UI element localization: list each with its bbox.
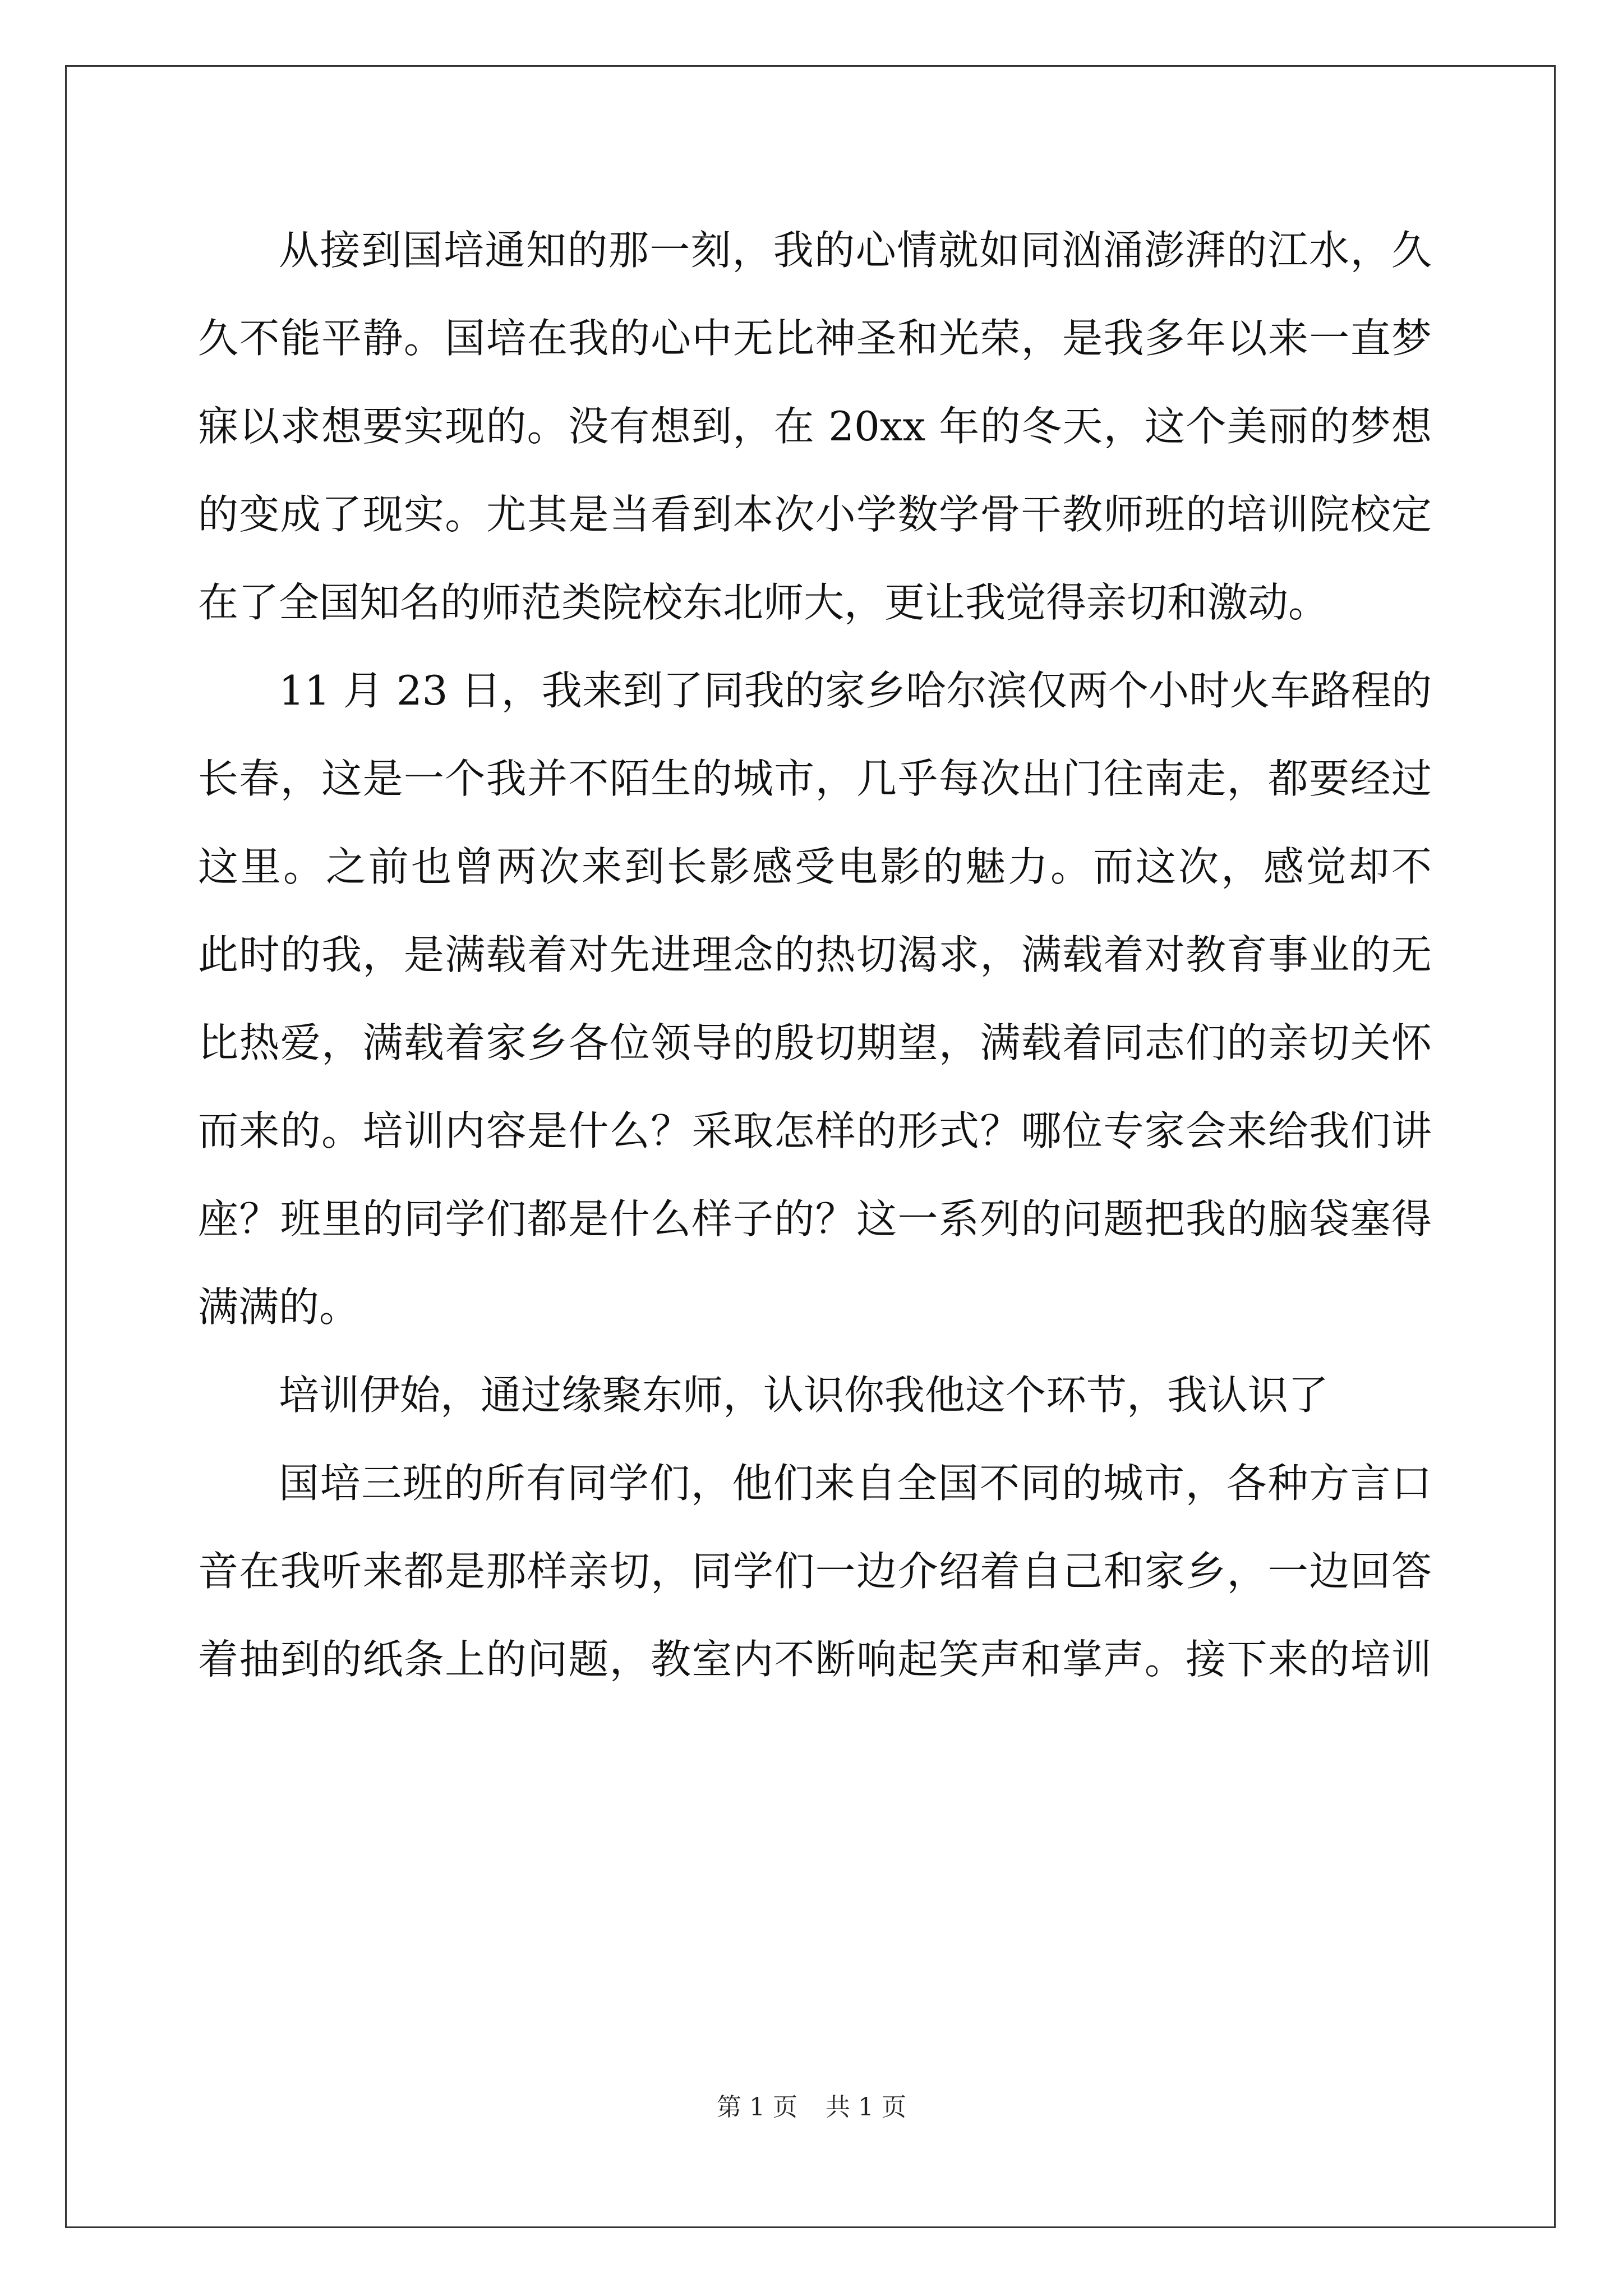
text-line: 比热爱，满载着家乡各位领导的殷切期望，满载着同志们的亲切关怀: [198, 1019, 1432, 1066]
text-line: 从接到国培通知的那一刻，我的心情就如同汹涌澎湃的江水，久: [279, 227, 1432, 274]
text-line: 久不能平静。国培在我的心中无比神圣和光荣，是我多年以来一直梦: [198, 315, 1432, 362]
document-body: [198, 206, 1432, 1704]
paragraph-1: [198, 206, 1432, 647]
text-line: 11 月 23 日，我来到了同我的家乡哈尔滨仅两个小时火车路程的: [279, 667, 1432, 714]
text-line: 的变成了现实。尤其是当看到本次小学数学骨干教师班的培训院校定: [198, 491, 1432, 538]
text-line: 而来的。培训内容是什么？采取怎样的形式？哪位专家会来给我们讲: [198, 1107, 1432, 1154]
paragraph-3: [198, 1351, 1432, 1439]
text-line: 着抽到的纸条上的问题，教室内不断响起笑声和掌声。接下来的培训: [198, 1636, 1432, 1683]
paragraph-2: [198, 647, 1432, 1351]
page-number: 第 1 页: [717, 2093, 797, 2122]
text-line: 培训伊始，通过缘聚东师，认识你我他这个环节，我认识了: [279, 1372, 1329, 1419]
text-line: 在了全国知名的师范类院校东北师大，更让我觉得亲切和激动。: [198, 579, 1329, 626]
page-total: 共 1 页: [826, 2093, 906, 2122]
text-line: 国培三班的所有同学们，他们来自全国不同的城市，各种方言口: [279, 1460, 1432, 1507]
text-line: 寐以求想要实现的。没有想到，在 20xx 年的冬天，这个美丽的梦想: [198, 403, 1432, 450]
text-line: 满满的。: [198, 1283, 360, 1331]
text-line: 长春，这是一个我并不陌生的城市，几乎每次出门往南走，都要经过: [198, 755, 1432, 802]
text-line: 此时的我，是满载着对先进理念的热切渴求，满载着对教育事业的无: [198, 931, 1432, 978]
text-line: 座？班里的同学们都是什么样子的？这一系列的问题把我的脑袋塞得: [198, 1195, 1432, 1243]
paragraph-4: [198, 1439, 1432, 1704]
page-footer: [0, 2087, 1623, 2123]
text-line: 这里。之前也曾两次来到长影感受电影的魅力。而这次，感觉却不: [198, 843, 1432, 890]
text-line: 音在我听来都是那样亲切，同学们一边介绍着自己和家乡，一边回答: [198, 1548, 1432, 1595]
